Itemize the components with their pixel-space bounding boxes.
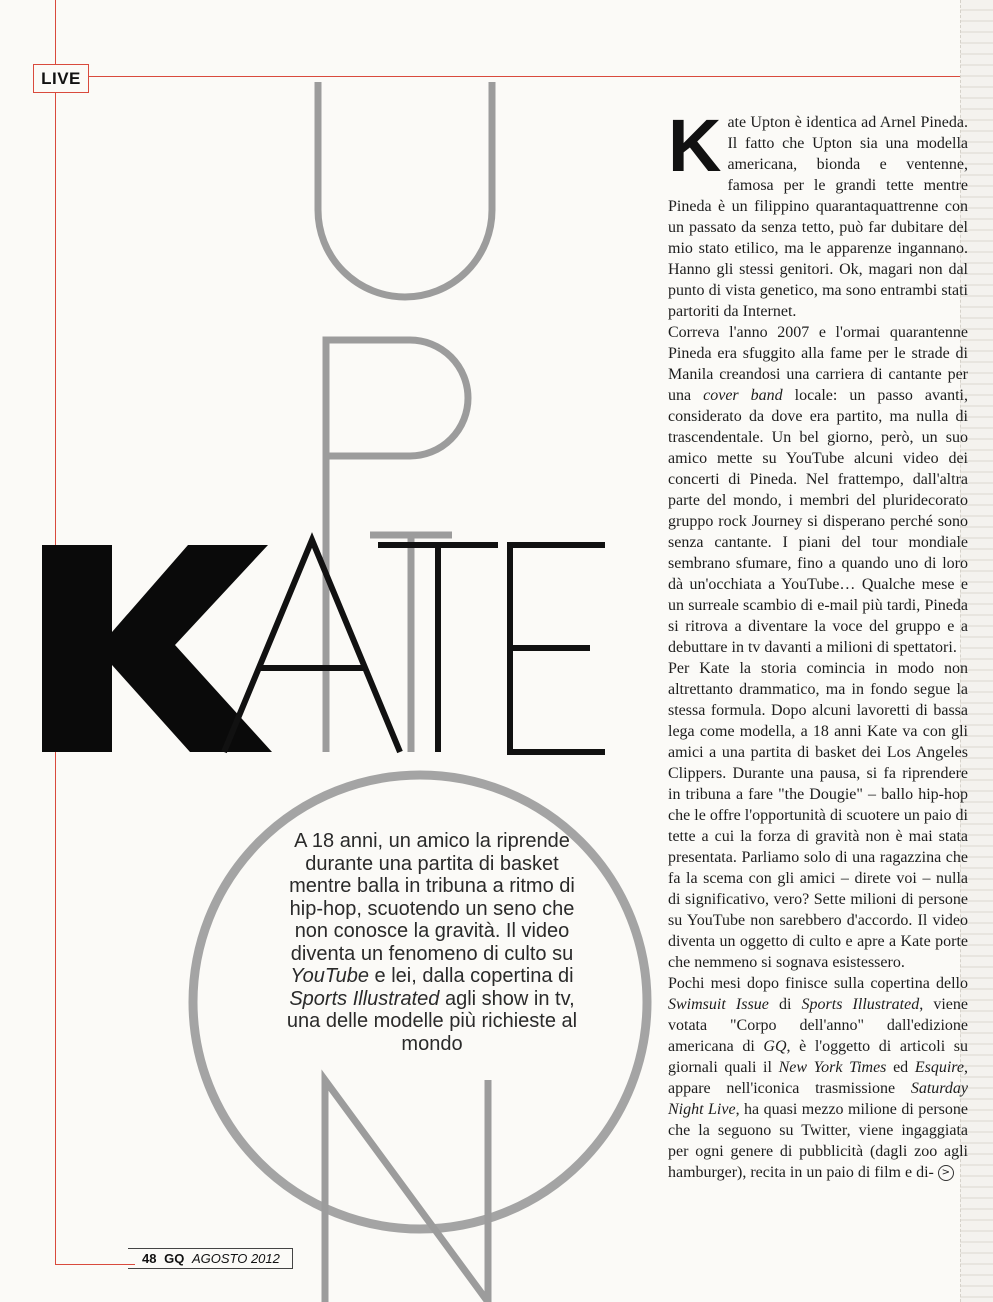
- article-text: , ha quasi mezzo milione di persone che la seguono su Twitter, viene ingaggiata per ogni genere di pubblicità (dagli zoo agli hamburger), recita in un paio di film e di-: [668, 1101, 968, 1181]
- article-text: Correva l'anno 2007 e l'ormai quarantenne Pineda era sfuggito alla fame per le strade di Manila creandosi una carriera di cantante per una: [668, 324, 968, 404]
- article-text: locale: un passo avanti, considerato da dove era partito, ma nulla di trascendentale. Un bel giorno, però, un suo amico mette su YouTube alcuni video dei concerti di Pineda. Nel frattempo, dall'altra parte del mondo, i membri del pluridecorato gruppo rock Journey si disperano perché sono senza cantante. I piani del tour mondiale sembrano sfumare, fino a quando uno di loro dà un'occhiata a YouTube… Qualche mese e un surreale scambio di e-mail più tardi, Pineda si ritrova a diventare la voce del gruppo e a debuttare in tv davanti a milioni di spettatori.: [668, 387, 969, 656]
- article-italic: Sports Illustrated: [801, 996, 920, 1013]
- article-text: , viene votata "Corpo dell'anno" dall'edizione americana di: [668, 996, 969, 1055]
- pull-quote-youtube: YouTube: [290, 965, 369, 987]
- continue-arrow-icon: >: [938, 1165, 954, 1181]
- article-text: di: [768, 996, 802, 1013]
- headline-letter-a: [224, 540, 400, 752]
- article-paragraph: [668, 973, 968, 1183]
- article-italic: cover band: [703, 387, 783, 404]
- article-text: ed: [886, 1059, 915, 1076]
- folio: [128, 1248, 293, 1269]
- headline-letter-n: [325, 1080, 488, 1302]
- article-italic: GQ: [763, 1038, 787, 1055]
- article-text: , è l'oggetto di articoli su giornali quali il: [668, 1038, 969, 1076]
- drop-cap: K: [668, 104, 722, 187]
- article-paragraph: [668, 658, 968, 973]
- article-paragraph: [668, 322, 968, 658]
- article-paragraph: [668, 104, 968, 322]
- pull-quote: [272, 830, 592, 1055]
- headline-letter-e: [510, 545, 605, 752]
- article-text: , appare nell'iconica trasmissione: [668, 1059, 968, 1097]
- article-italic: Swimsuit Issue: [668, 996, 769, 1013]
- headline-letter-t-black: [378, 545, 498, 752]
- section-tag: LIVE: [33, 64, 89, 93]
- article-text: Pochi mesi dopo finisce sulla copertina dello: [668, 975, 968, 992]
- article-text: Per Kate la storia comincia in modo non altrettanto drammatico, ma in fondo segue la stessa formula. Dopo alcuni lavoretti di bassa lega come modella, a 18 anni Kate va con gli amici a una partita di basket dei Los Angeles Clippers. Durante una pausa, si fa riprendere in tribuna a fare "the Dougie" – ballo hip-hop che le offre l'opportunità di scuotere un paio di tette a cui la forza di gravità non è mai stata presentata. Parliamo solo di una ragazzina che fa la scema con gli amici – direte voi – nulla di significativo, vero? Sette milioni di persone su YouTube non sarebbero d'accordo. Il video diventa un oggetto di culto e apre a Kate porte che nemmeno si sognava esistessero.: [668, 660, 968, 971]
- article-text: ate Upton è identica ad Arnel Pineda. Il fatto che Upton sia una modella americana, bionda e ventenne, famosa per le grandi tette mentre Pineda è un filippino quarantaquattrenne con un passato da senza tetto, può far dubitare del mio stato etilico, ma le apparenze ingannano. Hanno gli stessi genitori. Ok, magari non dal punto di vista genetico, ma sono entrambi stati partoriti da Internet.: [668, 114, 968, 320]
- pull-quote-text: A 18 anni, un amico la riprende durante una partita di basket mentre balla in tribuna a ritmo di hip-hop, scuotendo un seno che non conosce la gravità. Il video diventa un fenomeno di culto su: [289, 830, 575, 965]
- page-number: 48: [142, 1251, 157, 1266]
- pull-quote-text: agli show in tv, una delle modelle più richieste al mondo: [286, 987, 578, 1055]
- magazine-name: GQ: [164, 1251, 185, 1266]
- article-italic: Esquire: [914, 1059, 964, 1076]
- article-italic: Saturday Night Live: [668, 1080, 968, 1118]
- issue-date: AGOSTO 2012: [191, 1251, 280, 1266]
- pull-quote-sports-illustrated: Sports Illustrated: [289, 987, 440, 1010]
- headline-letter-u: [318, 82, 492, 297]
- pull-quote-text: e lei, dalla copertina di: [369, 965, 574, 987]
- article-italic: New York Times: [778, 1059, 887, 1076]
- article-column: [668, 104, 969, 1183]
